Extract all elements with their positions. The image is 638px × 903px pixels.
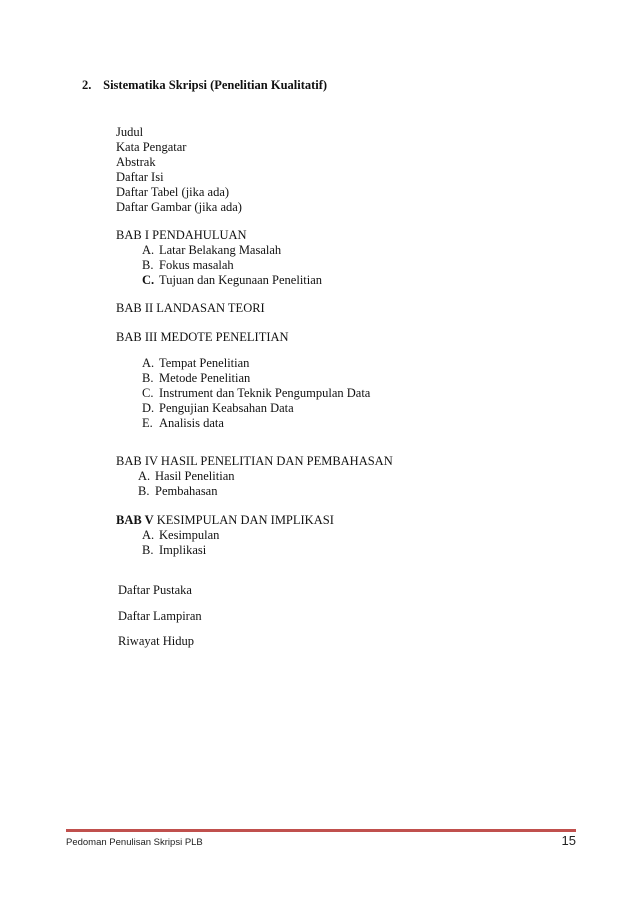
front-matter-item: Abstrak — [116, 155, 156, 169]
chapter-subitem: C. Tujuan dan Kegunaan Penelitian — [142, 273, 323, 287]
chapter-title-bab5: BAB V KESIMPULAN DAN IMPLIKASI — [116, 513, 334, 527]
front-matter-item: Kata Pengatar — [116, 140, 187, 154]
chapter-label-bab5: BAB V — [116, 513, 154, 527]
front-matter-item: Daftar Gambar (jika ada) — [116, 200, 242, 214]
section-heading — [82, 78, 327, 93]
section-number: 2. — [82, 78, 92, 92]
chapter-title-bab4: BAB IV HASIL PENELITIAN DAN PEMBAHASAN — [116, 454, 393, 468]
section-title: Sistematika Skripsi (Penelitian Kualitatif) — [103, 78, 328, 92]
chapter-title-bab3: BAB III MEDOTE PENELITIAN — [116, 330, 289, 344]
front-matter-item: Daftar Isi — [116, 170, 164, 184]
chapter-title-bab1: BAB I PENDAHULUAN — [116, 228, 247, 242]
chapter-subitem: A. Tempat Penelitian — [142, 356, 250, 370]
front-matter-item: Daftar Tabel (jika ada) — [116, 185, 230, 199]
footer-title: Pedoman Penulisan Skripsi PLB — [66, 837, 203, 848]
chapter-subitem: E. Analisis data — [142, 416, 224, 430]
chapter-subitem: B. Implikasi — [142, 543, 207, 557]
chapter-subitem: A. Hasil Penelitian — [138, 469, 235, 483]
chapter-subitem: A. Latar Belakang Masalah — [142, 243, 282, 257]
chapter-subitem: B. Pembahasan — [138, 484, 218, 498]
front-matter-item: Judul — [116, 125, 144, 139]
back-matter-item: Riwayat Hidup — [118, 634, 195, 648]
page-number: 15 — [561, 833, 576, 848]
chapter-subitem: A. Kesimpulan — [142, 528, 220, 542]
chapter-subitem: B. Metode Penelitian — [142, 371, 251, 385]
back-matter-item: Daftar Pustaka — [118, 583, 192, 597]
footer-rule — [66, 829, 576, 832]
chapter-subitem: C. Instrument dan Teknik Pengumpulan Data — [142, 386, 371, 400]
chapter-title-bab2: BAB II LANDASAN TEORI — [116, 301, 265, 315]
chapter-subitem: B. Fokus masalah — [142, 258, 234, 272]
chapter-subitem: D. Pengujian Keabsahan Data — [142, 401, 294, 415]
back-matter-item: Daftar Lampiran — [118, 609, 202, 623]
